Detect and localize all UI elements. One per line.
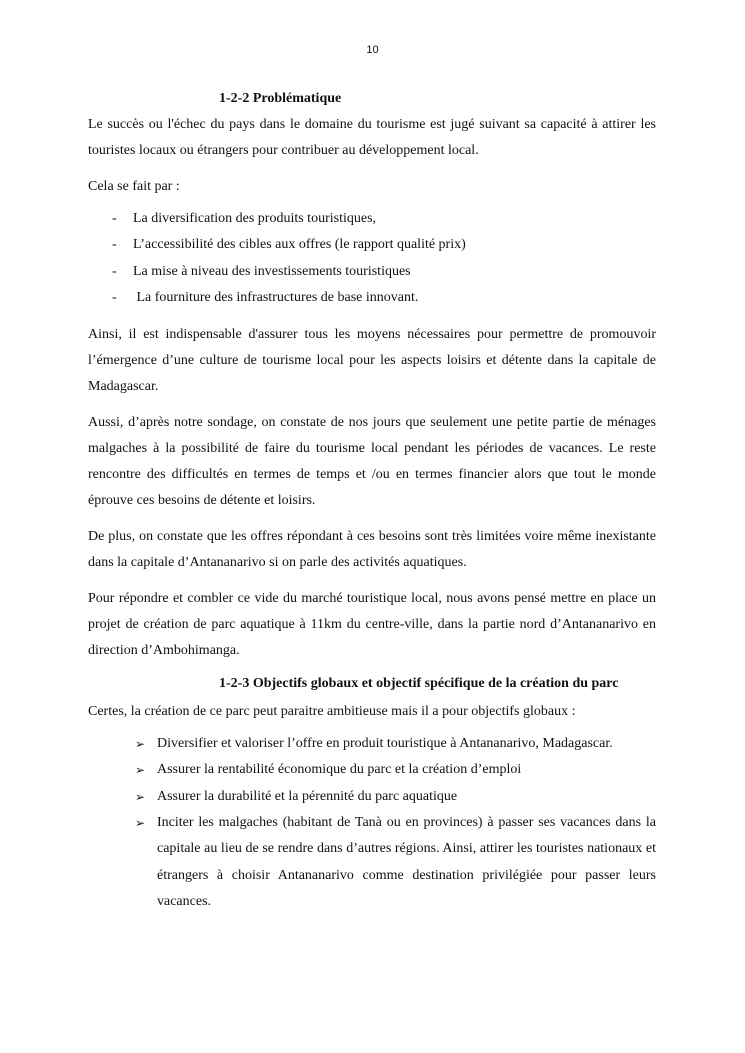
list-item-text: La mise à niveau des investissements touristiques xyxy=(133,263,411,279)
list-item xyxy=(88,731,656,757)
list-item xyxy=(88,285,656,311)
dash-list xyxy=(88,206,656,311)
list-item xyxy=(88,810,656,915)
dash-bullet: - xyxy=(112,237,117,253)
paragraph-de-plus: De plus, on constate que les offres répondant à ces besoins sont très limitées voire même inexistante dans la capitale d’Antananarivo si on parle des activités aquatiques. xyxy=(88,529,656,571)
paragraph-ainsi: Ainsi, il est indispensable d'assurer tous les moyens nécessaires pour permettre de promouvoir l’émergence d’une culture de tourisme local pour les aspects loisirs et détente dans la capitale de Madagascar. xyxy=(88,327,656,395)
list-item xyxy=(88,232,656,258)
dash-bullet: - xyxy=(112,289,117,305)
arrow-list xyxy=(88,731,656,915)
list-item-text: Diversifier et valoriser l’offre en produit touristique à Antananarivo, Madagascar. xyxy=(157,736,613,752)
section-heading-problematique: 1-2-2 Problématique xyxy=(219,91,342,106)
list-item-text: Assurer la durabilité et la pérennité du parc aquatique xyxy=(157,788,458,804)
list-item-text: La diversification des produits touristiques, xyxy=(133,211,377,226)
dash-bullet: - xyxy=(112,263,117,279)
list-item xyxy=(88,757,656,783)
paragraph-intro: Le succès ou l'échec du pays dans le domaine du tourisme est jugé suivant sa capacité à attirer les touristes locaux ou étrangers pour contribuer au développement local. xyxy=(88,117,656,158)
paragraph-pour-repondre: Pour répondre et combler ce vide du marché touristique local, nous avons pensé mettre en place un projet de création de parc aquatique à 11km du centre-ville, dans la partie nord d’Antananarivo en direction d’Ambohimanga. xyxy=(88,591,656,659)
paragraph-aussi: Aussi, d’après notre sondage, on constate de nos jours que seulement une petite partie de ménages malgaches à la possibilité de faire du tourisme local pendant les périodes de vacances. Le reste rencontre des difficultés en termes de temps et /ou en termes financier alors que tout le monde éprouve ces besoins de détente et loisirs. xyxy=(88,415,656,509)
arrow-bullet-icon: ➢ xyxy=(135,763,146,778)
paragraph-objectifs-intro: Certes, la création de ce parc peut paraitre ambitieuse mais il a pour objectifs globaux : xyxy=(88,704,576,720)
section-heading-objectifs: 1-2-3 Objectifs globaux et objectif spécifique de la création du parc xyxy=(219,676,619,692)
document-body xyxy=(88,89,656,915)
list-item-text: Assurer la rentabilité économique du parc et la création d’emploi xyxy=(157,762,522,778)
paragraph-lead: Cela se fait par : xyxy=(88,179,180,194)
page-number: 10 xyxy=(366,44,379,56)
arrow-bullet-icon: ➢ xyxy=(135,816,146,831)
list-item xyxy=(88,784,656,810)
arrow-bullet-icon: ➢ xyxy=(135,737,146,752)
list-item-text: La fourniture des infrastructures de base innovant. xyxy=(133,289,419,305)
list-item-text: Inciter les malgaches (habitant de Tanà ou en provinces) à passer ses vacances dans la capitale au lieu de se rendre dans d’autres régions. Ainsi, attirer les touristes nationaux et étrangers à choisir Antananarivo comme destination privilégiée pour passer leurs vacances. xyxy=(157,815,656,909)
dash-bullet: - xyxy=(112,211,117,226)
arrow-bullet-icon: ➢ xyxy=(135,789,146,804)
list-item-text: L’accessibilité des cibles aux offres (le rapport qualité prix) xyxy=(133,237,466,253)
list-item xyxy=(88,206,656,232)
list-item xyxy=(88,259,656,285)
